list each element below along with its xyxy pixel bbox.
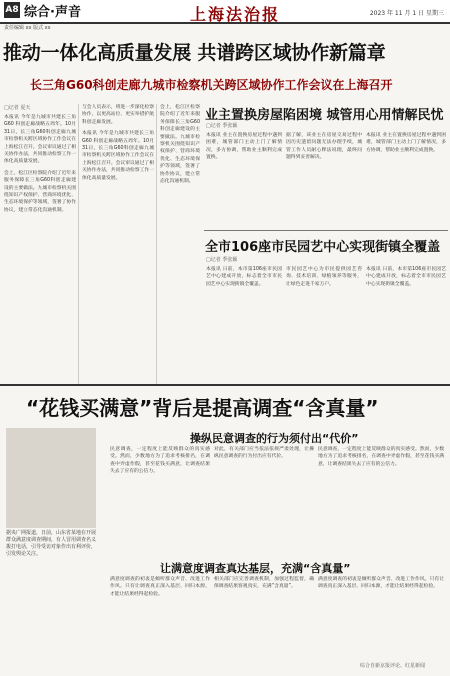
issue-date: 2023 年 11 月 1 日 星期三 (369, 10, 444, 17)
lower-b-paragraph: 相关部门应完善调查机制，加强过程监督，确保调查结果客观真实，充满“含真量”。 (214, 577, 314, 590)
main-paragraph: 本报讯 今年是九城市共建长三角 G60 科创走廊战略五周年。10月31日，长三角G60科创走廊九城市检察机关跨区域协作工作会议在上海松江召开。会议审议通过了相关协作办法，共同推动检察工作一体化高质量发展。 (4, 115, 76, 165)
side-story-col1 (206, 132, 282, 227)
garden-story-col3 (366, 266, 446, 376)
column-rule (78, 104, 79, 384)
section-divider (204, 230, 448, 231)
side-story-byline: □记者 季张颖 (206, 123, 238, 129)
lower-b-col3 (318, 576, 444, 658)
lower-a-paragraph: 民意调查，一定程度上能反映群众的真实感受。然而，少数地方为了追求考核排名，在调查中弄虚作假，甚至花钱买满意，让调查结果失去了应有的公信力。 (110, 447, 210, 475)
side-story-title: 业主置换房屋陷困境 城管用心用情解民忧 (205, 108, 444, 123)
column-rule (156, 104, 157, 384)
side-story-col3 (366, 132, 446, 227)
lower-a-col3 (318, 446, 444, 556)
lower-a-col1 (110, 446, 210, 556)
editor-credit: 责任编辑 xx 版式 xx (4, 25, 51, 31)
side-paragraph: 据了解，该业主在房屋交易过程中因历史遗留问题无法办理手续，城管工作人员耐心释法说理，最终问题得到妥善解决。 (286, 133, 362, 161)
newspaper-masthead: 上海法治报 (190, 5, 281, 24)
side-paragraph: 本报讯 业主在置换房屋过程中遇到困难，城管部门主动上门了解情况，多方协调，帮助业主顺利完成置换。 (366, 133, 446, 153)
lower-subtitle-b: 让满意度调查真达基层，充满“含真量” (160, 562, 351, 575)
lower-b-paragraph: 满意度调查的初衷是倾听群众声音、改进工作作风。只有让调查真正深入基层、回归本源，才能让结果经得起检验。 (110, 577, 210, 597)
garden-paragraph: 市民园艺中心为市民提供园艺咨询、技术培训、绿植领养等服务，让绿色走进千家万户。 (286, 267, 362, 287)
main-paragraph: 本报讯 今年是九城市共建长三角 G60 科创走廊战略五周年。10月31日，长三角G60科创走廊九城市检察机关跨区域协作工作会议在上海松江召开。会议审议通过了相关协作办法，共同推动检察工作一体化高质量发展。 (82, 131, 154, 181)
lower-b-col1 (110, 576, 210, 672)
main-paragraph: 会上，松江区检察院介绍了近年来服务保障长三角G60科创走廊建设的主要做法。九城市检察机关围绕知识产权保护、营商环境优化、生态环境保护等领域，签署了协作协议，建立常态化沟通机制。 (4, 170, 76, 213)
main-article-col3 (160, 104, 200, 384)
garden-story-title: 全市106座市民园艺中心实现街镇全覆盖 (205, 240, 441, 255)
garden-story-col1 (206, 266, 282, 376)
main-article-col1 (4, 114, 76, 384)
page-header (0, 0, 450, 24)
lower-b-paragraph: 满意度调查的初衷是倾听群众声音、改进工作作风。只有让调查真正深入基层、回归本源，才能让结果经得起检验。 (318, 577, 444, 590)
lower-headline: “花钱买满意”背后是提高调查“含真量” (26, 396, 379, 420)
photo-caption: 据央广网报道，日前，山东省某地在开展群众满意度调查期间，有人冒用调查名义拨打电话，引导受访对象作出有利评价，引发舆论关注。 (6, 530, 97, 557)
source-credit: 综合自新京报评论、红星新闻 (360, 663, 426, 669)
main-byline: □记者 夏天 (4, 105, 31, 111)
main-article-col2 (82, 104, 154, 384)
main-paragraph: 会上，松江区检察院介绍了近年来服务保障长三角G60科创走廊建设的主要做法。九城市检察机关围绕知识产权保护、营商环境优化、生态环境保护等领域，签署了协作协议，建立常态化沟通机制。 (160, 105, 200, 185)
garden-story-byline: □记者 季张颖 (206, 257, 238, 263)
lower-a-paragraph: 对此，有关部门应当依法依规严肃处理，让操纵民意调查的行为付出应有代价。 (214, 447, 314, 460)
main-headline: 推动一体化高质量发展 共谱跨区域协作新篇章 (3, 42, 386, 64)
main-paragraph: 与会人员表示，将进一步深化检察协作，以更高站位、更实举措护航科创走廊发展。 (82, 105, 154, 125)
section-title: 综合·声音 (24, 5, 81, 20)
side-paragraph: 本报讯 业主在置换房屋过程中遇到困难，城管部门主动上门了解情况，多方协调，帮助业主顺利完成置换。 (206, 133, 282, 161)
section-badge: A8 (4, 2, 20, 18)
garden-paragraph: 本报讯 日前，本市第106座市民园艺中心建成开放，标志着全市市民园艺中心实现街镇全覆盖。 (366, 267, 446, 287)
lower-subtitle-a: 操纵民意调查的行为须付出“代价” (190, 432, 359, 445)
garden-paragraph: 本报讯 日前，本市第106座市民园艺中心建成开放，标志着全市市民园艺中心实现街镇全覆盖。 (206, 267, 282, 287)
garden-story-col2 (286, 266, 362, 376)
side-story-col2 (286, 132, 362, 227)
lower-section-divider (0, 384, 450, 386)
lower-a-paragraph: 民意调查，一定程度上能反映群众的真实感受。然而，少数地方为了追求考核排名，在调查中弄虚作假，甚至花钱买满意，让调查结果失去了应有的公信力。 (318, 447, 444, 467)
lower-b-col2 (214, 576, 314, 672)
lower-a-col2 (214, 446, 314, 556)
news-photo (6, 428, 96, 528)
main-subheadline: 长三角G60科创走廊九城市检察机关跨区域协作工作会议在上海召开 (30, 78, 393, 92)
